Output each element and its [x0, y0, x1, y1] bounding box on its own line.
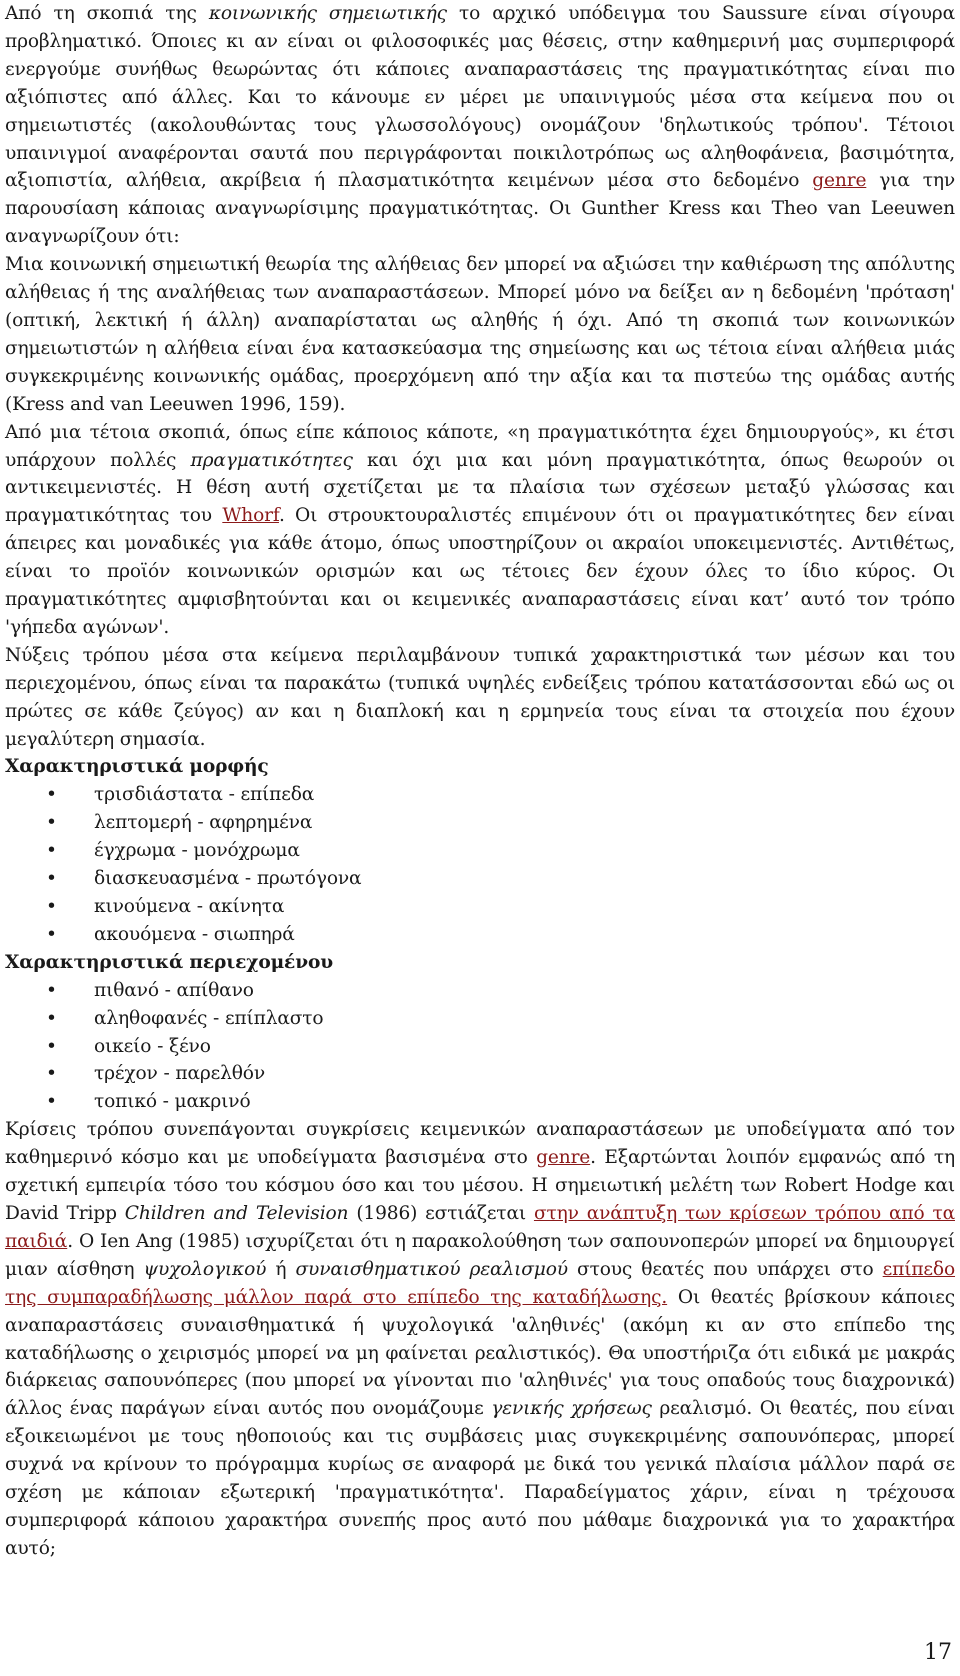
list-item-label: λεπτομερή - αφηρημένα — [94, 812, 313, 834]
text-run: Από τη σκοπιά της — [5, 3, 209, 24]
bullet-icon: • — [46, 923, 57, 945]
list-item — [5, 977, 955, 1005]
heading-content-features: Χαρακτηριστικά περιεχομένου — [5, 951, 333, 973]
emphasis-psychological: ψυχολογικού — [143, 1258, 267, 1280]
page-number: 17 — [924, 1640, 952, 1665]
emphasis-realities: πραγματικότητες — [190, 449, 353, 471]
bullet-icon: • — [46, 1035, 57, 1057]
text-run: ή — [266, 1258, 296, 1280]
list-item-label: πιθανό - απίθανο — [94, 979, 254, 1001]
text-run: Κρίσεις τρόπου συνεπάγονται συγκρίσεις κειμενικών αναπαραστάσεων με υποδείγματα από τον καθημερινό κόσμο και με υποδείγματα βασισμένα στο — [5, 1119, 955, 1169]
bullet-icon: • — [46, 1007, 57, 1029]
bullet-icon: • — [46, 979, 57, 1001]
bullet-icon: • — [46, 896, 57, 917]
list-item-label: ακουόμενα - σιωπηρά — [94, 923, 295, 945]
list-item-label: οικείο - ξένο — [94, 1035, 211, 1057]
text-run: στους θεατές που υπάρχει στο — [567, 1258, 883, 1280]
list-item — [5, 1033, 955, 1061]
text-run: και όχι μια και μόνη πραγματικότητα, όπως θεωρούν οι αντικειμενιστές. Η θέση αυτή σχετίζεται με τα πλαίσια των σχέσεων μεταξύ γλώσσας και πραγματικότητας του — [5, 449, 955, 527]
list-item-label: τρισδιάστατα - επίπεδα — [94, 784, 315, 806]
paragraph-modality-judgements — [5, 1116, 955, 1563]
list-item — [5, 865, 955, 893]
list-item — [5, 921, 955, 949]
list-item — [5, 837, 955, 865]
emphasis-book-title: Children and Television — [124, 1202, 349, 1224]
text-run: ρεαλισμό. Οι θεατές, που είναι εξοικειωμένοι με τους ηθοποιούς και τις συμβάσεις μιας συγκεκριμένης σαπουνόπερας, μπορεί συχνά να κρίνουν το πρόγραμμα κυρίως σε αναφορά με δικά του γενικά πλαίσια μάλλον παρά σε σχέση με κάποιαν εξωτερική 'πραγματικότητα'. Παραδείγματος χάριν, είναι η τρέχουσα συμπεριφορά κάποιου χαρακτήρα συνεπής προς αυτό που μάθαμε διαχρονικά για το χαρακτήρα αυτό; — [5, 1398, 955, 1559]
genre-link[interactable]: genre — [812, 170, 867, 192]
list-item — [5, 809, 955, 837]
document-body — [5, 0, 955, 1563]
text-run: . Ο Ien Ang (1985) ισχυρίζεται ότι η παρακολούθηση των σαπουνοπερών μπορεί να δημιουργεί μιαν αίσθηση — [5, 1230, 955, 1280]
bullet-icon: • — [46, 868, 57, 890]
emphasis-generic-realism: γενικής χρήσεως — [491, 1398, 652, 1420]
text-run: Οι θεατές βρίσκουν κάποιες αναπαραστάσεις συναισθηματικά ή ψυχολογικά 'αληθινές' (ακόμη κι αν στο επίπεδο της καταδήλωσης ο χειρισμός μπορεί να μη φαίνεται ρεαλιστικός). Θα υποστήριζα ότι ειδικά με μακράς διάρκειας σαπουνόπερες (που μπορεί να γίνονται πιο 'αληθινές' για τους οπαδούς τους διαχρονικά) άλλος ένας παράγων είναι αυτός που ονομάζουμε — [5, 1286, 956, 1420]
list-item-label: τοπικό - μακρινό — [94, 1091, 251, 1113]
text-run: . Οι στρουκτουραλιστές επιμένουν ότι οι πραγματικότητες δεν είναι άπειρες και μοναδικές για κάθε άτομο, όπως υποστηρίζουν οι ακραίοι υποκειμενιστές. Αντιθέτως, είναι το προϊόν κοινωνικών ορισμών και ως τέτοιες δεν έχουν όλες το ίδιο κύρος. Οι πραγματικότητες αμφισβητούνται και οι κειμενικές αναπαραστάσεις είναι κατ’ αυτό τον τρόπο 'γήπεδα αγώνων'. — [5, 505, 955, 638]
connotation-level-link[interactable]: επίπεδο της συμπαραδήλωσης μάλλον παρά στο επίπεδο της καταδήλωσης. — [5, 1258, 956, 1308]
bullet-icon: • — [46, 1063, 57, 1085]
paragraph-modality-cues: Νύξεις τρόπου μέσα στα κείμενα περιλαμβάνουν τυπικά χαρακτηριστικά των μέσων και του περιεχομένου, όπως είναι τα παρακάτω (τυπικά υψηλές ενδείξεις τρόπου κατατάσσονται εδώ ως οι πρώτες σε κάθε ζεύγος) αν και η διαπλοκή και η ερμηνεία τους είναι τα στοιχεία που έχουν μεγαλύτερη σημασία. — [5, 644, 955, 750]
text-run: (1986) εστιάζεται — [348, 1202, 534, 1224]
list-item — [5, 893, 955, 921]
list-item-label: τρέχον - παρελθόν — [94, 1063, 265, 1085]
heading-form-features: Χαρακτηριστικά μορφής — [5, 756, 269, 778]
text-run: Από μια τέτοια σκοπιά, όπως είπε κάποιος κάποτε, «η πραγματικότητα έχει δημιουργούς», κι έτσι υπάρχουν πολλές — [5, 421, 955, 471]
emphasis-emotional-realism: συναισθηματικού ρεαλισμού — [295, 1258, 568, 1280]
list-form-features — [5, 781, 955, 948]
list-content-features — [5, 977, 955, 1117]
list-item — [5, 781, 955, 809]
list-item-label: κινούμενα - ακίνητα — [94, 896, 285, 917]
list-item-label: έγχρωμα - μονόχρωμα — [94, 840, 300, 862]
bullet-icon: • — [46, 1091, 57, 1113]
list-item — [5, 1005, 955, 1033]
list-item-label: αληθοφανές - επίπλαστο — [94, 1007, 324, 1029]
list-item-label: διασκευασμένα - πρωτόγονα — [94, 868, 362, 890]
text-run: για την παρουσίαση κάποιας αναγνωρίσιμης πραγματικότητας. Οι Gunther Kress και Theo van Leeuwen αναγνωρίζουν ότι: — [5, 170, 955, 248]
bullet-icon: • — [46, 784, 57, 806]
list-item — [5, 1088, 955, 1116]
paragraph-realities — [5, 419, 955, 642]
text-run: το αρχικό υπόδειγμα του Saussure είναι σίγουρα προβληματικό. Όποιες κι αν είναι οι φιλοσοφικές μας θέσεις, στην καθημερινή μας συμπεριφορά ενεργούμε συνήθως θεωρώντας ότι κάποιες αναπαραστάσεις της πραγματικότητας είναι πιο αξιόπιστες από άλλες. Και το κάνουμε εν μέρει με υπαινιγμούς μέσα στα κείμενα που οι σημειωτιστές (ακολουθώντας τους γλωσσολόγους) ονομάζουν 'δηλωτικούς τρόπου'. Τέτοιοι υπαινιγμοί αναφέρονται σαυτά που περιγράφονται ποικιλοτρόπως ως αληθοφάνεια, βασιμότητα, αξιοπιστία, αλήθεια, ακρίβεια ή πλασματικότητα κειμένων μέσα στο δεδομένο — [5, 3, 955, 192]
children-modality-link[interactable]: στην ανάπτυξη των κρίσεων τρόπου από τα παιδιά — [5, 1202, 955, 1252]
bullet-icon: • — [46, 812, 57, 834]
list-item — [5, 1060, 955, 1088]
emphasis-social-semiotics: κοινωνικής σημειωτικής — [208, 3, 447, 24]
genre-link[interactable]: genre — [536, 1147, 591, 1169]
paragraph-kress-quote: Μια κοινωνική σημειωτική θεωρία της αλήθειας δεν μπορεί να αξιώσει την καθιέρωση της απόλυτης αλήθειας ή της αναλήθειας των αναπαραστάσεων. Μπορεί μόνο να δείξει αν η δεδομένη 'πρόταση' (οπτική, λεκτική ή άλλη) αναπαρίσταται ως αληθής ή όχι. Από τη σκοπιά των κοινωνικών σημειωτιστών η αλήθεια είναι ένα κατασκεύασμα της σημείωσης και ως τέτοια είναι αλήθεια μιάς συγκεκριμένης κοινωνικής ομάδας, προερχόμενη από την αξία και τα πιστεύω της ομάδας αυτής (Kress and van Leeuwen 1996, 159). — [5, 254, 955, 415]
bullet-icon: • — [46, 840, 57, 862]
paragraph-social-semiotics — [5, 0, 955, 251]
text-run: . Εξαρτώνται λοιπόν εμφανώς από τη σχετική εμπειρία τόσο του κόσμου όσο και του μέσου. Η σημειωτική μελέτη των Robert Hodge και David Tripp — [5, 1147, 955, 1224]
whorf-link[interactable]: Whorf — [222, 505, 279, 527]
